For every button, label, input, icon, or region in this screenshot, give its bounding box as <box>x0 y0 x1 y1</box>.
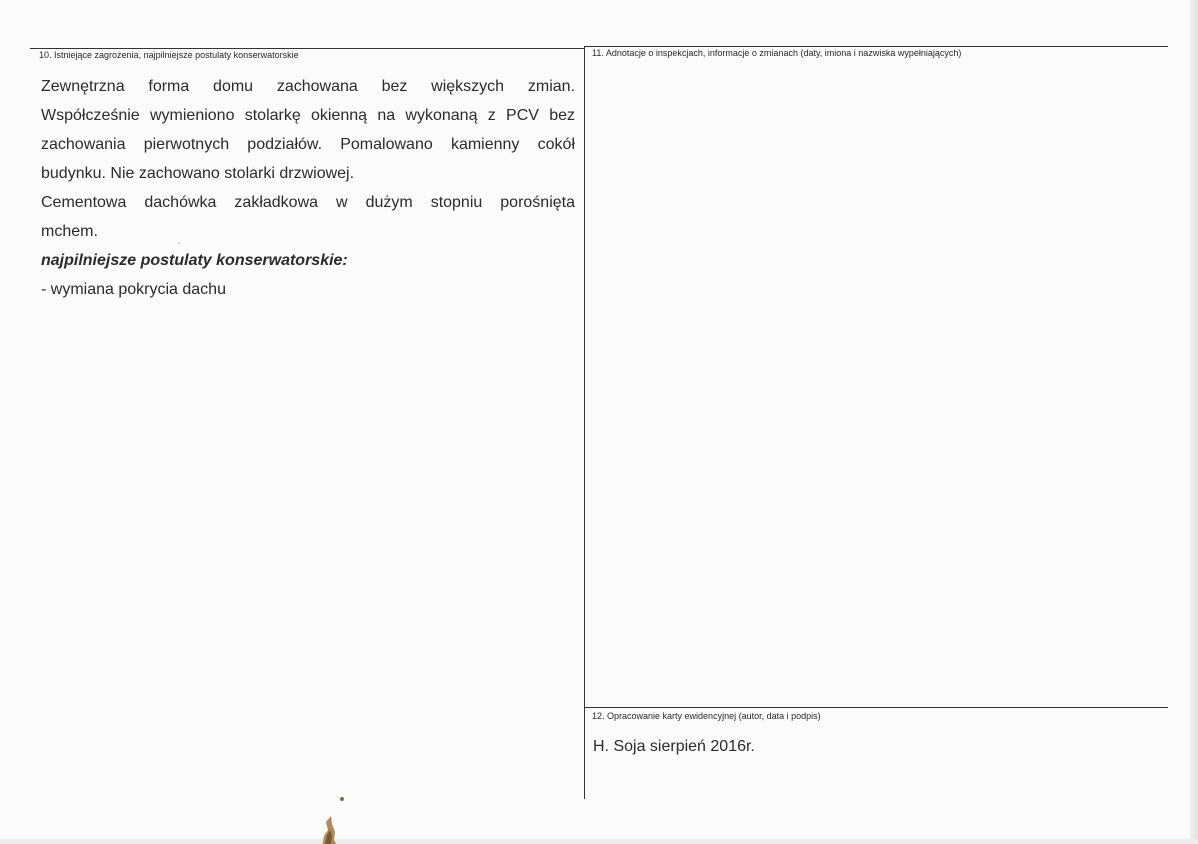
section-10-label: 10. Istniejące zagrożenia, najpilniejsze postulaty konserwatorskie <box>39 50 299 60</box>
section-10-top-rule <box>30 48 584 49</box>
card-edge-bottom <box>0 839 1198 844</box>
section-11-top-rule <box>584 46 1168 47</box>
section-12-label: 12. Opracowanie karty ewidencyjnej (autor, data i podpis) <box>592 711 821 721</box>
paper-tear-mark <box>310 808 340 844</box>
roof-condition-line-1: Cementowa dachówka zakładkowa w dużym stopniu porośnięta <box>41 194 575 211</box>
card-edge-right <box>1190 0 1198 844</box>
condition-line-3: zachowania pierwotnych podziałów. Pomalowano kamienny cokół <box>41 136 575 153</box>
section-11-label: 11. Adnotacje o inspekcjach, informacje o zmianach (daty, imiona i nazwiska wypełniających) <box>592 48 962 58</box>
condition-line-2: Współcześnie wymieniono stolarkę okienną na wykonaną z PCV bez <box>41 107 575 124</box>
condition-line-4: budynku. Nie zachowano stolarki drzwiowej. <box>41 165 355 182</box>
paper-speck <box>178 242 180 244</box>
condition-line-1: Zewnętrzna forma domu zachowana bez większych zmian. <box>41 78 575 95</box>
paper-speck <box>340 797 344 801</box>
postulate-item: - wymiana pokrycia dachu <box>41 281 226 298</box>
author-signature-text: H. Soja sierpień 2016r. <box>593 738 755 755</box>
postulates-heading: najpilniejsze postulaty konserwatorskie: <box>41 252 348 269</box>
column-divider <box>584 47 585 799</box>
section-12-top-rule <box>584 707 1168 708</box>
roof-condition-line-2: mchem. <box>41 223 98 240</box>
section-10-content <box>41 72 575 304</box>
